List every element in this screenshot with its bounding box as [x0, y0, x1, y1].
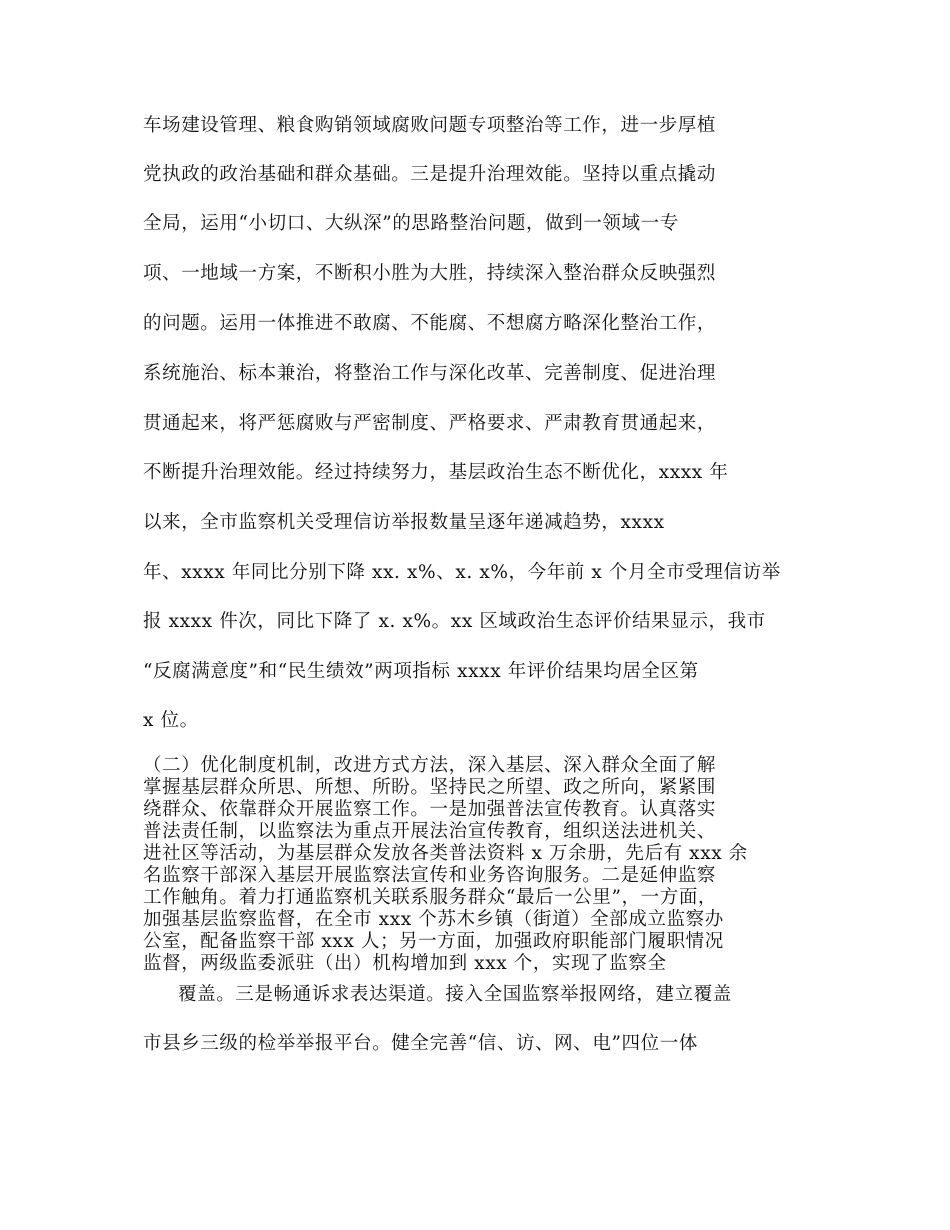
paragraph-line: 贯通起来，将严惩腐败与严密制度、严格要求、严肃教育贯通起来，: [143, 413, 717, 434]
paragraph-line: 覆盖。三是畅通诉求表达渠道。接入全国监察举报网络，建立覆盖: [178, 984, 732, 1005]
paragraph-line: 市县乡三级的检举举报平台。健全完善“信、访、网、电”四位一体: [143, 1033, 698, 1054]
paragraph-line: 项、一地域一方案，不断积小胜为大胜，持续深入整治群众反映强烈: [143, 263, 717, 284]
paragraph-line: 公室，配备监察干部 xxx 人；另一方面，加强政府职能部门履职情况: [143, 931, 724, 952]
paragraph-line: 名监察干部深入基层开展监察法宣传和业务咨询服务。二是延伸监察: [143, 865, 717, 886]
paragraph-line: 的问题。运用一体推进不敢腐、不能腐、不想腐方略深化整治工作，: [143, 313, 717, 334]
paragraph-line: 年、xxxx 年同比分别下降 xx. x%、x. x%，今年前 x 个月全市受理信访举: [143, 562, 781, 583]
paragraph-line: 工作触角。着力打通监察机关联系服务群众“最后一公里”，一方面，: [143, 887, 718, 908]
paragraph-line: 掌握基层群众所思、所想、所盼。坚持民之所望、政之所向，紧紧围: [143, 777, 717, 798]
paragraph-line: 加强基层监察监督，在全市 xxx 个苏木乡镇（街道）全部成立监察办: [143, 909, 724, 930]
paragraph-line: 普法责任制，以监察法为重点开展法治宣传教育，组织送法进机关、: [143, 821, 717, 842]
paragraph-line: 不断提升治理效能。经过持续努力，基层政治生态不断优化，xxxx 年: [143, 462, 729, 483]
paragraph-line: x 位。: [143, 710, 199, 731]
paragraph-line: 系统施治、标本兼治，将整治工作与深化改革、完善制度、促进治理: [143, 363, 717, 384]
paragraph-line: 全局，运用“小切口、大纵深”的思路整治问题，做到一领域一专: [143, 213, 679, 234]
paragraph-line: 报 xxxx 件次，同比下降了 x. x%。xx 区域政治生态评价结果显示，我市: [143, 611, 766, 632]
paragraph-line: 进社区等活动，为基层群众发放各类普法资料 x 万余册，先后有 xxx 余: [143, 843, 748, 864]
paragraph-line: “反腐满意度”和“民生绩效”两项指标 xxxx 年评价结果均居全区第: [143, 661, 699, 682]
paragraph-line: 以来，全市监察机关受理信访举报数量呈逐年递减趋势，xxxx: [143, 512, 665, 533]
paragraph-line: 党执政的政治基础和群众基础。三是提升治理效能。坚持以重点撬动: [143, 164, 717, 185]
paragraph-line: 车场建设管理、粮食购销领域腐败问题专项整治等工作，进一步厚植: [143, 115, 717, 136]
section-heading-line: （二）优化制度机制，改进方式方法，深入基层、深入群众全面了解: [143, 755, 717, 776]
paragraph-line: 绕群众、依靠群众开展监察工作。一是加强普法宣传教育。认真落实: [143, 799, 717, 820]
paragraph-line: 监督，两级监委派驻（出）机构增加到 xxx 个，实现了监察全: [143, 953, 667, 974]
